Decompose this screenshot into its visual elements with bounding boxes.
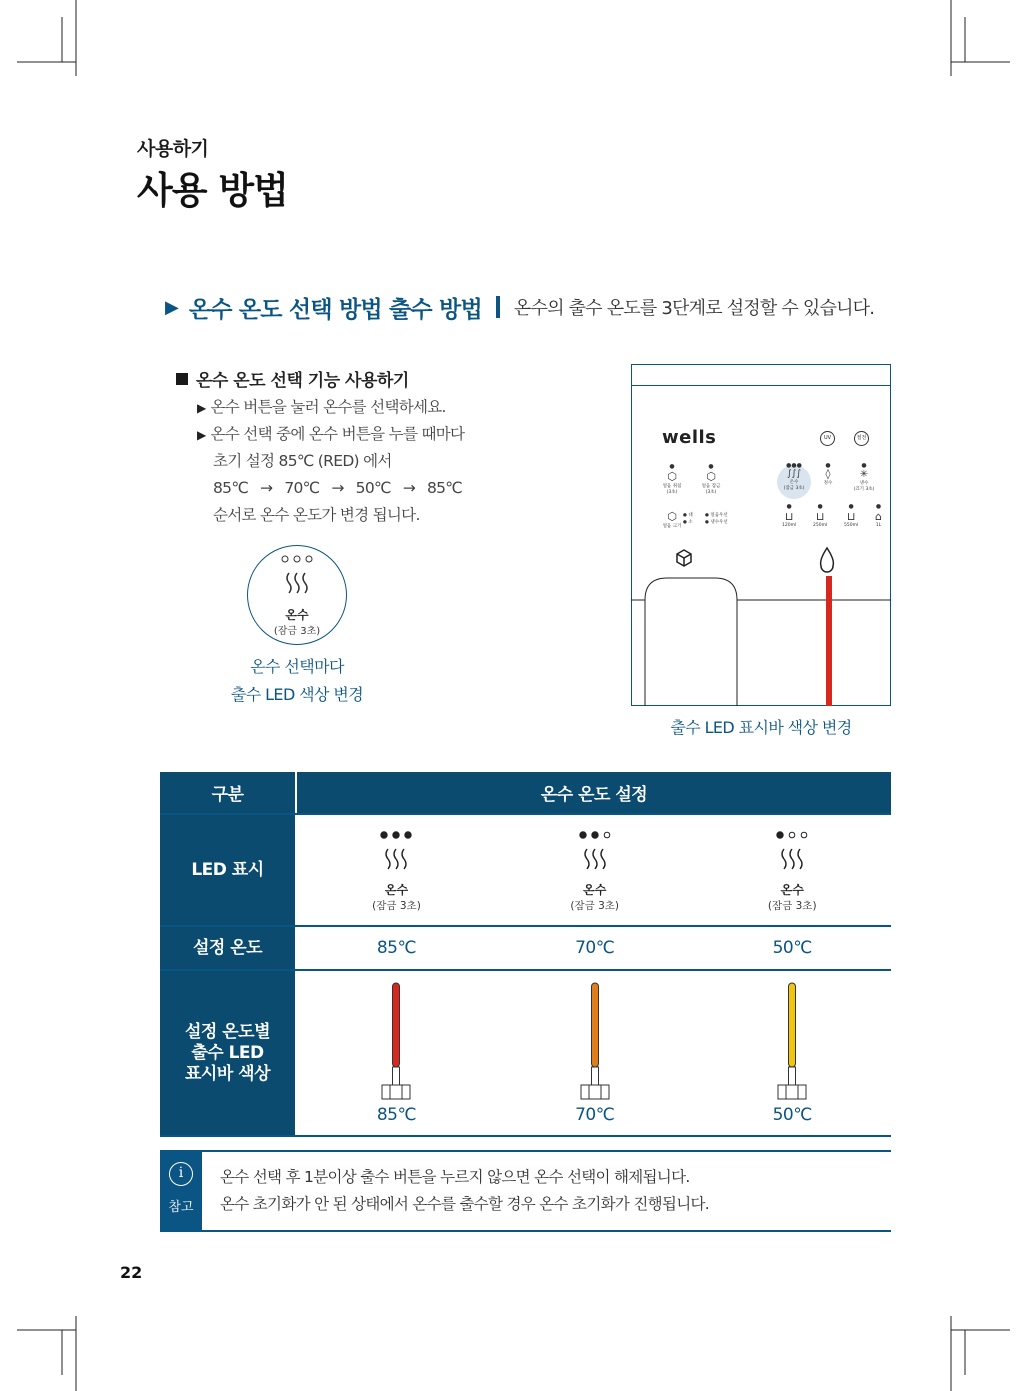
led-cell-50 bbox=[693, 814, 891, 926]
button-caption-2: 출수 LED 색상 변경 bbox=[230, 685, 364, 704]
ice-mode-options: ● 얼음우선 ● 냉수우선 bbox=[705, 513, 728, 525]
button-label: 얼음 잠금 bbox=[701, 484, 721, 489]
arrow-right-icon: → bbox=[402, 479, 415, 497]
arrow-right-icon: → bbox=[260, 479, 273, 497]
uv-button[interactable]: UV bbox=[820, 431, 835, 446]
bar-temp-label: 50℃ bbox=[772, 1105, 812, 1125]
page-number: 22 bbox=[120, 1263, 143, 1282]
heading-main: 온수 온도 선택 방법 출수 방법 bbox=[188, 296, 482, 323]
row-header-temp: 설정 온도 bbox=[160, 926, 296, 970]
feature-bullet-1 bbox=[197, 394, 446, 422]
note-text bbox=[220, 1164, 709, 1218]
power-save-button[interactable]: 절전 bbox=[854, 431, 869, 446]
row-header-bar bbox=[160, 970, 296, 1136]
info-icon: i bbox=[169, 1162, 193, 1186]
led-bar-graphic bbox=[575, 981, 615, 1103]
volume-label: 550ml bbox=[844, 523, 859, 528]
indicator-dot: ● bbox=[708, 463, 714, 470]
temp-70: 70℃ bbox=[496, 926, 694, 970]
square-bullet-icon bbox=[176, 373, 188, 385]
steam-icon bbox=[555, 827, 635, 877]
hot-water-button bbox=[247, 545, 347, 645]
button-label: 온수 bbox=[789, 480, 799, 485]
bar-cell-70 bbox=[496, 970, 694, 1136]
bullet-arrow-icon: ▶ bbox=[197, 428, 206, 442]
button-label: 정수 bbox=[823, 481, 833, 486]
option-label: 대 bbox=[688, 513, 693, 518]
dispense-bar-icon bbox=[297, 981, 496, 1103]
row-header-line: 설정 온도별 bbox=[184, 1021, 271, 1042]
row-header-line: 출수 LED bbox=[191, 1042, 264, 1063]
hexagon-lock-icon: ⬡ bbox=[706, 470, 716, 483]
option-label: 얼음우선 bbox=[710, 513, 728, 518]
hot-water-led-icon bbox=[297, 827, 496, 913]
header-setting: 온수 온도 설정 bbox=[296, 772, 891, 814]
button-sublabel: (3초) bbox=[666, 490, 678, 495]
bar-temp-label: 70℃ bbox=[575, 1105, 615, 1125]
bar-cell-50 bbox=[693, 970, 891, 1136]
temperature-sequence bbox=[213, 475, 462, 502]
note-line-1: 온수 선택 후 1분이상 출수 버튼을 누르지 않으면 온수 선택이 해제됩니다. bbox=[220, 1168, 690, 1186]
temp-85: 85℃ bbox=[296, 926, 496, 970]
hot-water-led-icon bbox=[496, 827, 694, 913]
steam-icon bbox=[356, 827, 436, 877]
button-label: 온수 bbox=[285, 608, 309, 622]
volume-label: 250ml bbox=[813, 523, 828, 528]
volume-label: 120ml bbox=[782, 523, 797, 528]
indicator-dot: ● bbox=[861, 462, 867, 469]
button-label: 얼음 크기 bbox=[662, 524, 682, 529]
led-cell-70 bbox=[496, 814, 694, 926]
note-line-2: 온수 초기화가 안 된 상태에서 온수를 출수할 경우 온수 초기화가 진행됩니다. bbox=[220, 1195, 709, 1213]
led-icon-sublabel: (잠금 3초) bbox=[570, 900, 620, 912]
feature-end-line: 순서로 온수 온도가 변경 됩니다. bbox=[213, 506, 420, 524]
volume-button[interactable]: ● ⊔ 550ml bbox=[844, 503, 859, 528]
droplet-icon: ◊ bbox=[825, 469, 831, 480]
led-bar-graphic bbox=[376, 981, 416, 1103]
row-header-line: 표시바 색상 bbox=[184, 1063, 271, 1084]
button-label: 냉수 bbox=[859, 481, 869, 486]
option-label: 소 bbox=[688, 520, 693, 525]
led-icon-sublabel: (잠금 3초) bbox=[372, 900, 421, 912]
temperature-spec-table bbox=[160, 772, 891, 1137]
hexagon-icon: ⬡ bbox=[667, 470, 677, 483]
pot-icon: ⌂ bbox=[875, 510, 882, 523]
sequence-step: 50℃ bbox=[355, 479, 391, 497]
button-sublabel: (3초) bbox=[705, 490, 717, 495]
note-label-panel bbox=[160, 1152, 202, 1230]
indicator-dot: ● bbox=[669, 463, 675, 470]
feature-bullet-2 bbox=[197, 421, 464, 449]
heading-divider bbox=[496, 296, 500, 318]
brand-logo: wells bbox=[662, 427, 717, 448]
volume-label: 1L bbox=[875, 523, 882, 528]
device-caption: 출수 LED 표시바 색상 변경 bbox=[670, 718, 852, 737]
sequence-step: 70℃ bbox=[284, 479, 320, 497]
led-icon-label: 온수 bbox=[583, 883, 607, 897]
dispense-led-bar bbox=[826, 576, 832, 706]
led-icon-label: 온수 bbox=[384, 883, 409, 897]
note-label: 참고 bbox=[168, 1200, 194, 1215]
mug-icon: ⊔ bbox=[846, 510, 856, 523]
bullet-arrow-icon: ▶ bbox=[197, 401, 206, 415]
bar-cell-85 bbox=[296, 970, 496, 1136]
row-header-led: LED 표시 bbox=[160, 814, 296, 926]
volume-button[interactable]: ● ⊔ 250ml bbox=[813, 503, 828, 528]
button-sublabel: (끄기 3초) bbox=[853, 487, 875, 492]
dispense-bar-icon bbox=[496, 981, 694, 1103]
led-icon-sublabel: (잠금 3초) bbox=[767, 900, 817, 912]
sequence-step: 85℃ bbox=[426, 479, 463, 497]
device-front-panel bbox=[631, 364, 891, 706]
arrow-right-icon: → bbox=[331, 479, 344, 497]
cup-icon: ⊔ bbox=[815, 510, 825, 523]
section-heading bbox=[165, 290, 895, 324]
temp-50: 50℃ bbox=[693, 926, 891, 970]
heading-description: 온수의 출수 온도를 3단계로 설정할 수 있습니다. bbox=[513, 298, 875, 319]
dispense-bar-icon bbox=[693, 981, 891, 1103]
feature-initial-line: 초기 설정 85℃ (RED) 에서 bbox=[213, 452, 392, 470]
button-sublabel: (잠금 3초) bbox=[783, 486, 805, 491]
feature-title-text: 온수 온도 선택 기능 사용하기 bbox=[196, 371, 409, 391]
bullet-text: 온수 선택 중에 온수 버튼을 누를 때마다 bbox=[210, 425, 465, 443]
volume-button[interactable]: ● ⊔ 120ml bbox=[782, 503, 797, 528]
sequence-step: 85℃ bbox=[213, 479, 249, 497]
led-icon-label: 온수 bbox=[780, 883, 804, 897]
bar-temp-label: 85℃ bbox=[376, 1105, 417, 1125]
indicator-dot: ● bbox=[825, 462, 831, 469]
ice-size-options: ● 대 ● 소 bbox=[683, 513, 693, 525]
device-outline bbox=[631, 364, 891, 706]
play-arrow-icon: ▶ bbox=[165, 296, 179, 318]
button-sublabel: (잠금 3초) bbox=[273, 626, 321, 637]
hot-water-led-icon bbox=[693, 827, 891, 913]
section-label: 사용하기 bbox=[137, 138, 209, 160]
note-box bbox=[160, 1150, 891, 1232]
feature-title bbox=[176, 366, 409, 391]
bullet-text: 온수 버튼을 눌러 온수를 선택하세요. bbox=[210, 398, 446, 416]
header-category: 구분 bbox=[160, 772, 296, 814]
led-cell-85 bbox=[296, 814, 496, 926]
led-bar-graphic bbox=[772, 981, 812, 1103]
option-label: 냉수우선 bbox=[710, 520, 728, 525]
button-caption-1: 온수 선택마다 bbox=[250, 657, 344, 676]
steam-icon: ∫∫∫ bbox=[786, 469, 802, 479]
steam-icon bbox=[752, 827, 832, 877]
three-dots: ●●● bbox=[786, 462, 802, 469]
snowflake-icon: ✳ bbox=[859, 469, 869, 480]
page-title: 사용 방법 bbox=[137, 169, 288, 212]
volume-button[interactable]: ● ⌂ 1L bbox=[875, 503, 882, 528]
cup-icon: ⊔ bbox=[784, 510, 794, 523]
hexagon-icon: ⬡ bbox=[667, 510, 677, 523]
button-label: 얼음 취침 bbox=[662, 484, 682, 489]
